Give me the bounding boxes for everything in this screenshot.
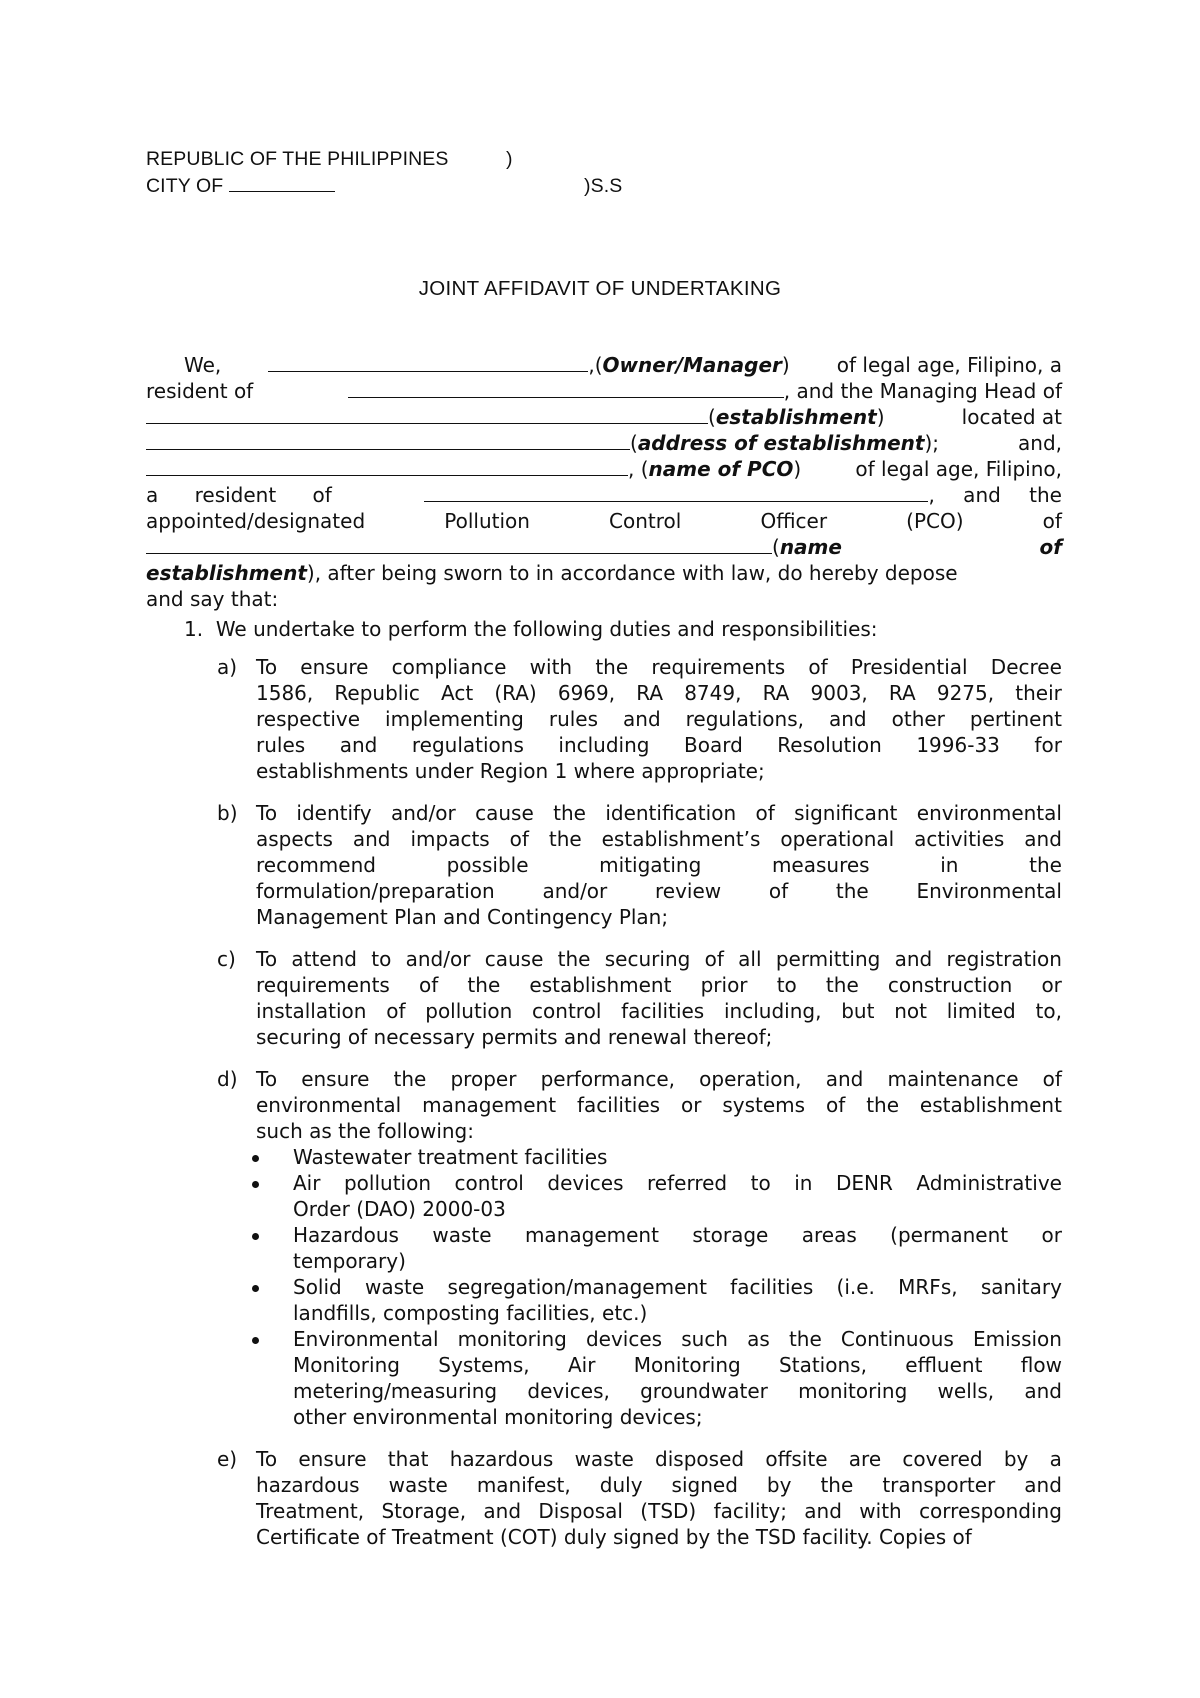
item-d-text: To ensure the proper performance, operation, and maintenance of environmental management facilities or systems of the establishment such as the following: xyxy=(256,1067,1062,1143)
list-item: Environmental monitoring devices such as the Continuous Emission Monitoring Systems, Air Monitoring Stations, effluent flow metering/measuring devices, groundwater monitoring wells, and other environmental monitoring devices; xyxy=(252,1326,1062,1430)
item-e-text: To ensure that hazardous waste disposed offsite are covered by a hazardous waste manifest, duly signed by the transporter and Treatment, Storage, and Disposal (TSD) facility; and with corresponding Certificate of Treatment (COT) duly signed by the TSD facility. Copies of xyxy=(256,1447,1062,1549)
list-item: Air pollution control devices referred to in DENR Administrative Order (DAO) 2000-03 xyxy=(252,1170,1062,1222)
numbered-item-1: 1. We undertake to perform the following duties and responsibilities: xyxy=(184,617,878,641)
intro-paragraph xyxy=(146,352,1062,612)
venue-line2-tail: )S.S xyxy=(584,175,623,197)
venue-line1: REPUBLIC OF THE PHILIPPINES xyxy=(146,148,449,170)
bullet-icon xyxy=(252,1155,259,1162)
owner-blank xyxy=(268,355,588,372)
intro-line-5: , (name of PCO) of legal age, Filipino, xyxy=(146,456,1062,482)
list-item: Wastewater treatment facilities xyxy=(252,1144,1062,1170)
pco-name-blank xyxy=(146,459,628,476)
establishment-name-blank xyxy=(146,537,772,554)
list-item: Hazardous waste management storage areas (permanent or temporary) xyxy=(252,1222,1062,1274)
resident-blank xyxy=(348,381,784,398)
venue-line1-paren: ) xyxy=(506,148,513,170)
list-item: Solid waste segregation/management facilities (i.e. MRFs, sanitary landfills, composting facilities, etc.) xyxy=(252,1274,1062,1326)
address-blank xyxy=(146,433,630,450)
intro-line-3: (establishment) located at xyxy=(146,404,1062,430)
venue-line2: CITY OF xyxy=(146,175,224,197)
intro-line-2: resident of , and the Managing Head of xyxy=(146,379,1062,403)
intro-line-1: We, ,(Owner/Manager) of legal age, Filipino, a xyxy=(184,353,1062,377)
intro-line-10: and say that: xyxy=(146,587,279,611)
city-blank xyxy=(229,177,335,192)
intro-line-6: a resident of , and the xyxy=(146,483,1062,507)
item-a-text: To ensure compliance with the requirements of Presidential Decree 1586, Republic Act (RA) 6969, RA 8749, RA 9003, RA 9275, their respective implementing rules and regulations, and other pertinent rules and regulations including Board Resolution 1996-33 for establishments under Region 1 where appropriate; xyxy=(256,655,1062,783)
item-c-text: To attend to and/or cause the securing of all permitting and registration requirements of the establishment prior to the construction or installation of pollution control facilities including, but not limited to, securing of necessary permits and renewal thereof; xyxy=(256,947,1062,1049)
establishment-blank xyxy=(146,407,708,424)
intro-line-7: appointed/designated Pollution Control Officer (PCO) of xyxy=(146,509,1062,533)
bullet-icon xyxy=(252,1337,259,1344)
bullet-list xyxy=(252,1144,1062,1430)
pco-resident-blank xyxy=(424,485,928,502)
venue-republic xyxy=(146,148,513,171)
document-page: REPUBLIC OF THE PHILIPPINES ) CITY OF )S.S JOINT AFFIDAVIT OF UNDERTAKING We, ,(Owner/Manager) of legal age, Filipino, a resident of , and the Managing Head of (establishment) located at (address of establishment); and, , (name of PCO) of legal age, Filipino, a resident of , and the appointed/designated Pollution Control Officer (PCO) of (name of establishment), after being sworn to in accordance with law, do hereby depose and say that: 1. We undertake to perform the following duties and responsibilities: a) To ensure compliance with the requirements of Presidential Decree 1586, Republic Act (RA) 6969, RA 8749, RA 9003, RA 9275, their respective implementing rules and regulations, and other pertinent rules and regulations including Board Resolution 1996-33 for establishments under Region 1 where appropriate; b) To identify and/or cause the identification of significant environmental aspects and impacts of the establishment’s operational activities and recommend possible mitigating measures in the formulation/preparation and/or review of the Environmental Management Plan and Contingency Plan; c) To attend to and/or cause the securing of all permitting and registration requirements of the establishment prior to the construction or installation of pollution control facilities including, but not limited to, securing of necessary permits and renewal thereof; d) To ensure the proper performance, operation, and maintenance of environmental management facilities or systems of the establishment such as the following: Wastewater treatment facilities Air pollution control devices referred to in DENR Administrative Order (DAO) 2000-03 Hazardous waste management storage areas (permanent or temporary) Solid waste segregation/management facilities (i.e. MRFs, sanitary landfills, composting facilities, etc.) Environmental monitoring devices such as the Continuous Emission Monitoring Systems, Air Monitoring Stations, effluent flow metering/measuring devices, groundwater monitoring wells, and other environmental monitoring devices; e) To ensure that hazardous waste disposed offsite are covered by a hazardous waste manifest, duly signed by the transporter and Treatment, Storage, and Disposal (TSD) facility; and with corresponding Certificate of Treatment (COT) duly signed by the TSD facility. Copies of xyxy=(0,0,1200,1698)
venue-city xyxy=(146,175,623,198)
bullet-icon xyxy=(252,1181,259,1188)
bullet-icon xyxy=(252,1285,259,1292)
item-b-text: To identify and/or cause the identification of significant environmental aspects and impacts of the establishment’s operational activities and recommend possible mitigating measures in the formulation/preparation and/or review of the Environmental Management Plan and Contingency Plan; xyxy=(256,801,1062,929)
page-title: JOINT AFFIDAVIT OF UNDERTAKING xyxy=(418,277,782,300)
intro-line-4: (address of establishment); and, xyxy=(146,430,1062,456)
intro-line-8: (name of xyxy=(146,534,1062,560)
bullet-icon xyxy=(252,1233,259,1240)
intro-line-9: establishment), after being sworn to in accordance with law, do hereby depose xyxy=(146,561,958,585)
